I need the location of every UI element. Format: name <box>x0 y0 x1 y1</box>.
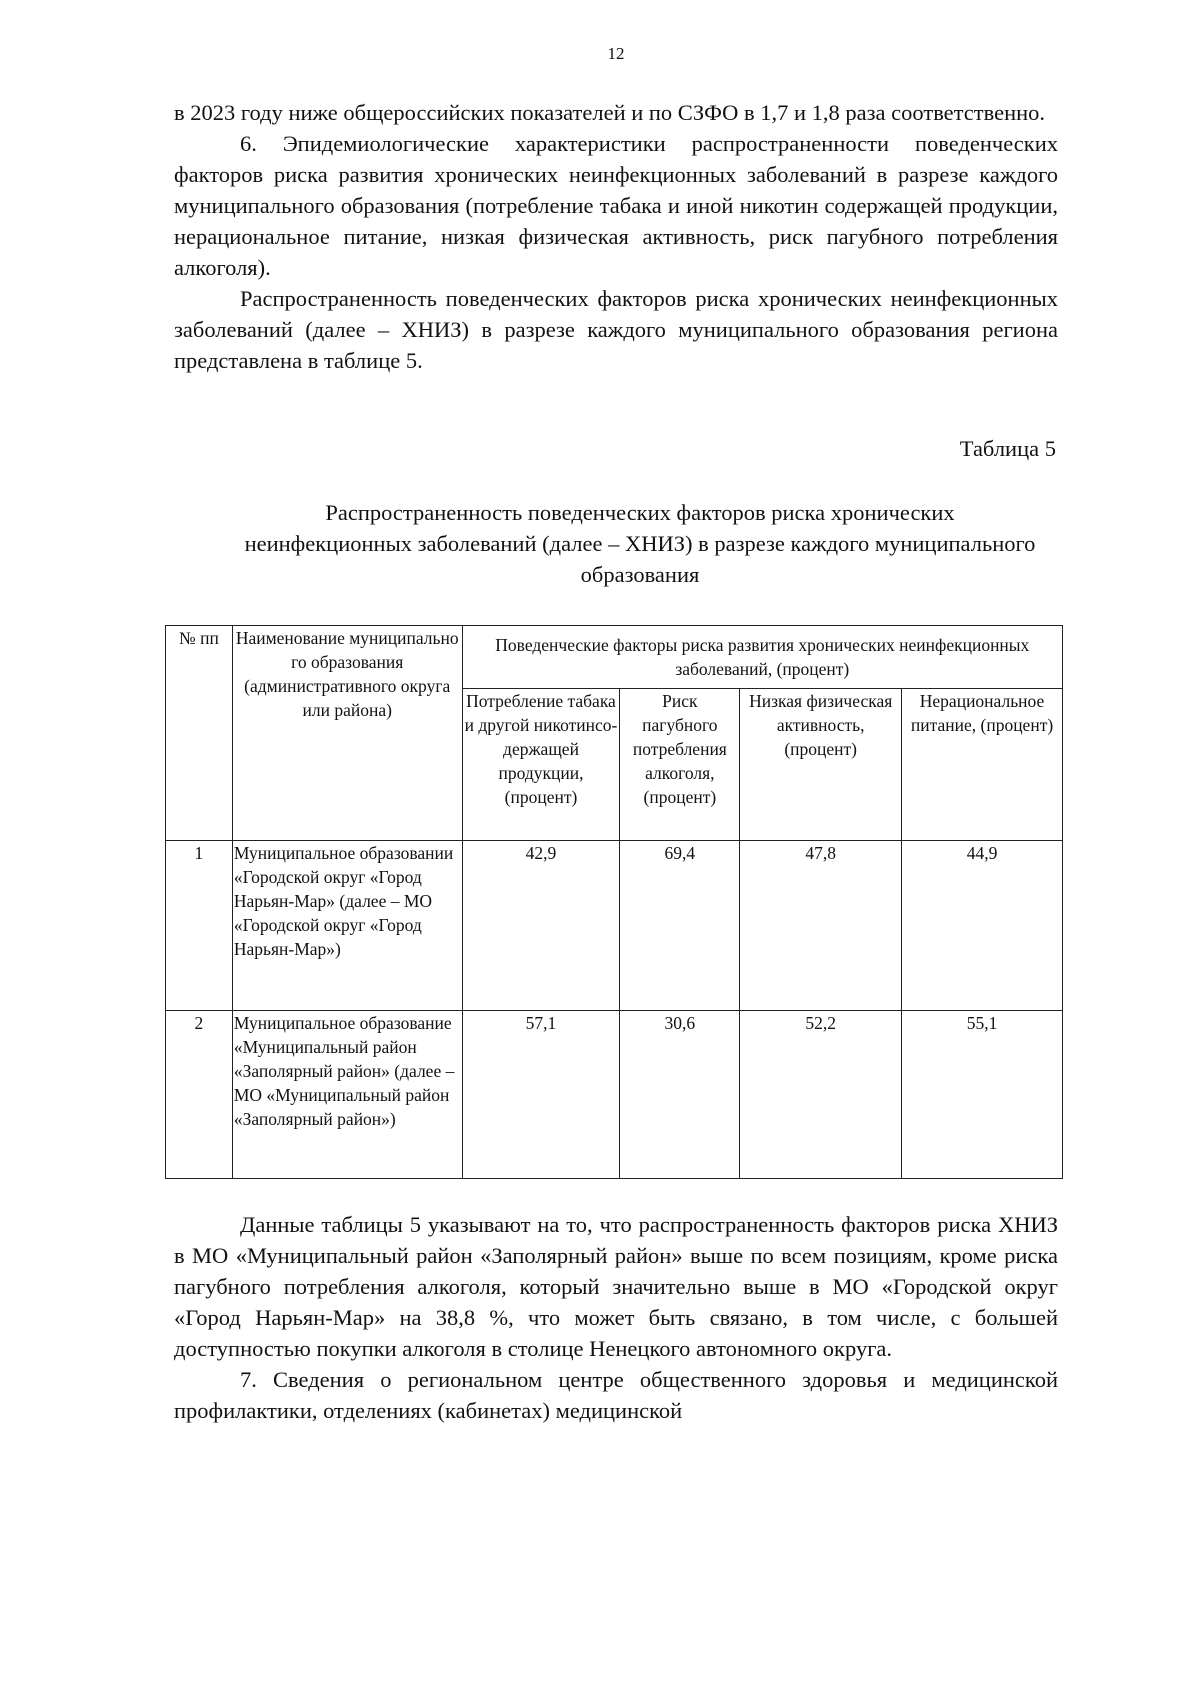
header-nutrition: Нерациональное питание, (процент) <box>902 689 1063 841</box>
section-6-heading: 6. Эпидемиологические характеристики распространенности поведенческих факторов риска развития хронических неинфекционных заболеваний в разрезе каждого муниципального образования (потребление табака и иной никотин содержащей продукции, нерациональное питание, низкая физическая активность, риск пагубного потребления алкоголя). <box>174 131 1058 280</box>
row-num: 2 <box>166 1011 233 1179</box>
row-name: Муниципальное образование «Муниципальный район «Заполярный район» (далее – МО «Муниципальный район «Заполярный район») <box>232 1011 462 1179</box>
cell-tobacco: 57,1 <box>462 1011 620 1179</box>
row-num: 1 <box>166 841 233 1011</box>
conclusion-text <box>174 1209 1058 1426</box>
table-label: Таблица 5 <box>959 436 1056 461</box>
paragraph: Данные таблицы 5 указывают на то, что распространенность факторов риска ХНИЗ в МО «Муниципальный район «Заполярный район» выше по всем позициям, кроме риска пагубного потребления алкоголя, который значительно выше в МО «Городской округ «Город Нарьян-Мар» на 38,8 %, что может быть связано, в том числе, с большей доступностью покупки алкоголя в столице Ненецкого автономного округа. <box>174 1212 1058 1361</box>
cell-nutrition: 55,1 <box>902 1011 1063 1179</box>
header-group: Поведенческие факторы риска развития хронических неинфекционных заболеваний, (процент) <box>462 626 1062 689</box>
header-num: № пп <box>166 626 233 841</box>
table-title: Распространенность поведенческих факторов риска хронических неинфекционных заболеваний (далее – ХНИЗ) в разрезе каждого муниципального образования <box>244 500 1036 587</box>
cell-activity: 52,2 <box>740 1011 902 1179</box>
cell-tobacco: 42,9 <box>462 841 620 1011</box>
header-name: Наименование муниципально го образования (административного округа или района) <box>232 626 462 841</box>
page-number: 12 <box>607 44 625 63</box>
row-name: Муниципальное образовании «Городской округ «Город Нарьян-Мар» (далее – МО «Городской округ «Город Нарьян-Мар») <box>232 841 462 1011</box>
header-alcohol: Риск пагубного потребления алкоголя, (процент) <box>620 689 740 841</box>
paragraph: в 2023 году ниже общероссийских показателей и по СЗФО в 1,7 и 1,8 раза соответственно. <box>174 100 1046 125</box>
section-7-heading: 7. Сведения о региональном центре общественного здоровья и медицинской профилактики, отделениях (кабинетах) медицинской <box>174 1367 1058 1423</box>
table-row <box>166 841 1063 1011</box>
cell-activity: 47,8 <box>740 841 902 1011</box>
table-row <box>166 1011 1063 1179</box>
cell-alcohol: 69,4 <box>620 841 740 1011</box>
cell-nutrition: 44,9 <box>902 841 1063 1011</box>
risk-factors-table <box>165 625 1063 1179</box>
intro-text <box>174 97 1058 376</box>
paragraph: Распространенность поведенческих факторов риска хронических неинфекционных заболеваний (далее – ХНИЗ) в разрезе каждого муниципального образования региона представлена в таблице 5. <box>174 286 1058 373</box>
cell-alcohol: 30,6 <box>620 1011 740 1179</box>
header-activity: Низкая физическая активность, (процент) <box>740 689 902 841</box>
header-tobacco: Потребление табака и другой никотинсо-держащей продукции, (процент) <box>462 689 620 841</box>
